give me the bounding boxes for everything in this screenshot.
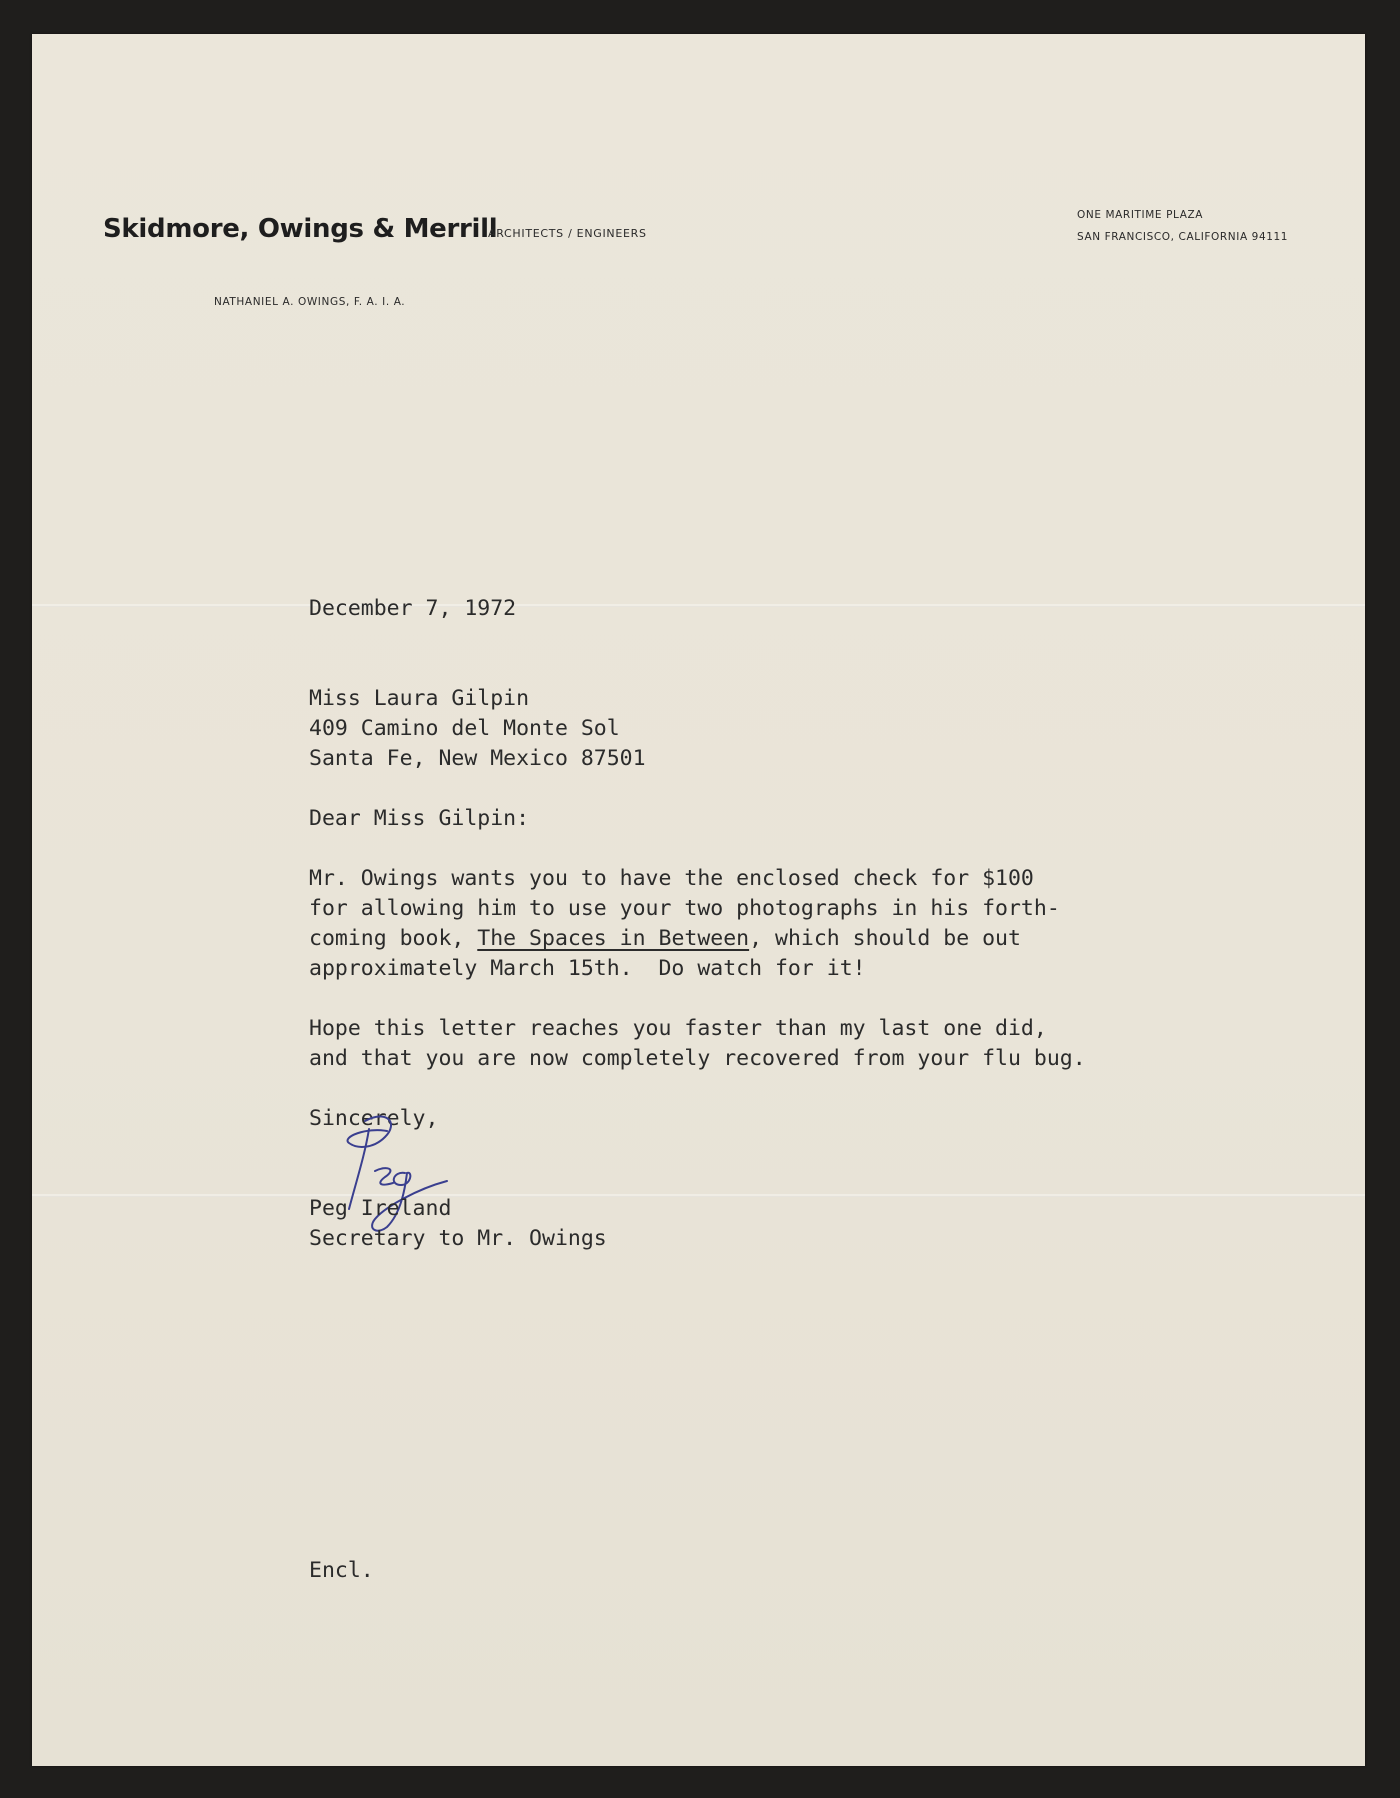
- paragraph1-line1: Mr. Owings wants you to have the enclosed check for $100: [309, 866, 1034, 891]
- salutation: Dear Miss Gilpin:: [309, 806, 530, 831]
- paragraph1-line3-before: coming book,: [309, 926, 478, 951]
- paragraph1-line3: [309, 924, 1021, 954]
- signer-title: Secretary to Mr. Owings: [309, 1226, 607, 1251]
- firm-subtitle: ARCHITECTS / ENGINEERS: [488, 227, 647, 240]
- paragraph2-line1: Hope this letter reaches you faster than my last one did,: [309, 1016, 1047, 1041]
- enclosure-note: Encl.: [309, 1558, 374, 1583]
- paragraph1-line3-after: , which should be out: [749, 926, 1021, 951]
- address-line-2: SAN FRANCISCO, CALIFORNIA 94111: [1077, 231, 1289, 243]
- letter-page: [32, 34, 1365, 1766]
- recipient-city: Santa Fe, New Mexico 87501: [309, 746, 646, 771]
- paper-fold-upper: [32, 604, 1365, 607]
- signer-name: Peg Ireland: [309, 1196, 452, 1221]
- address-line-1: ONE MARITIME PLAZA: [1077, 209, 1204, 221]
- partner-name: NATHANIEL A. OWINGS, F. A. I. A.: [214, 296, 406, 308]
- paragraph1-line2: for allowing him to use your two photographs in his forth-: [309, 896, 1060, 921]
- closing: Sincerely,: [309, 1106, 439, 1131]
- paper-fold-lower: [32, 1194, 1365, 1197]
- book-title: The Spaces in Between: [477, 926, 750, 951]
- recipient-name: Miss Laura Gilpin: [309, 686, 530, 711]
- firm-name: Skidmore, Owings & Merrill: [103, 214, 498, 244]
- letter-date: December 7, 1972: [309, 596, 517, 621]
- recipient-street: 409 Camino del Monte Sol: [309, 716, 620, 741]
- paragraph2-line2: and that you are now completely recovered from your flu bug.: [309, 1046, 1086, 1071]
- paragraph1-line4: approximately March 15th. Do watch for it!: [309, 956, 866, 981]
